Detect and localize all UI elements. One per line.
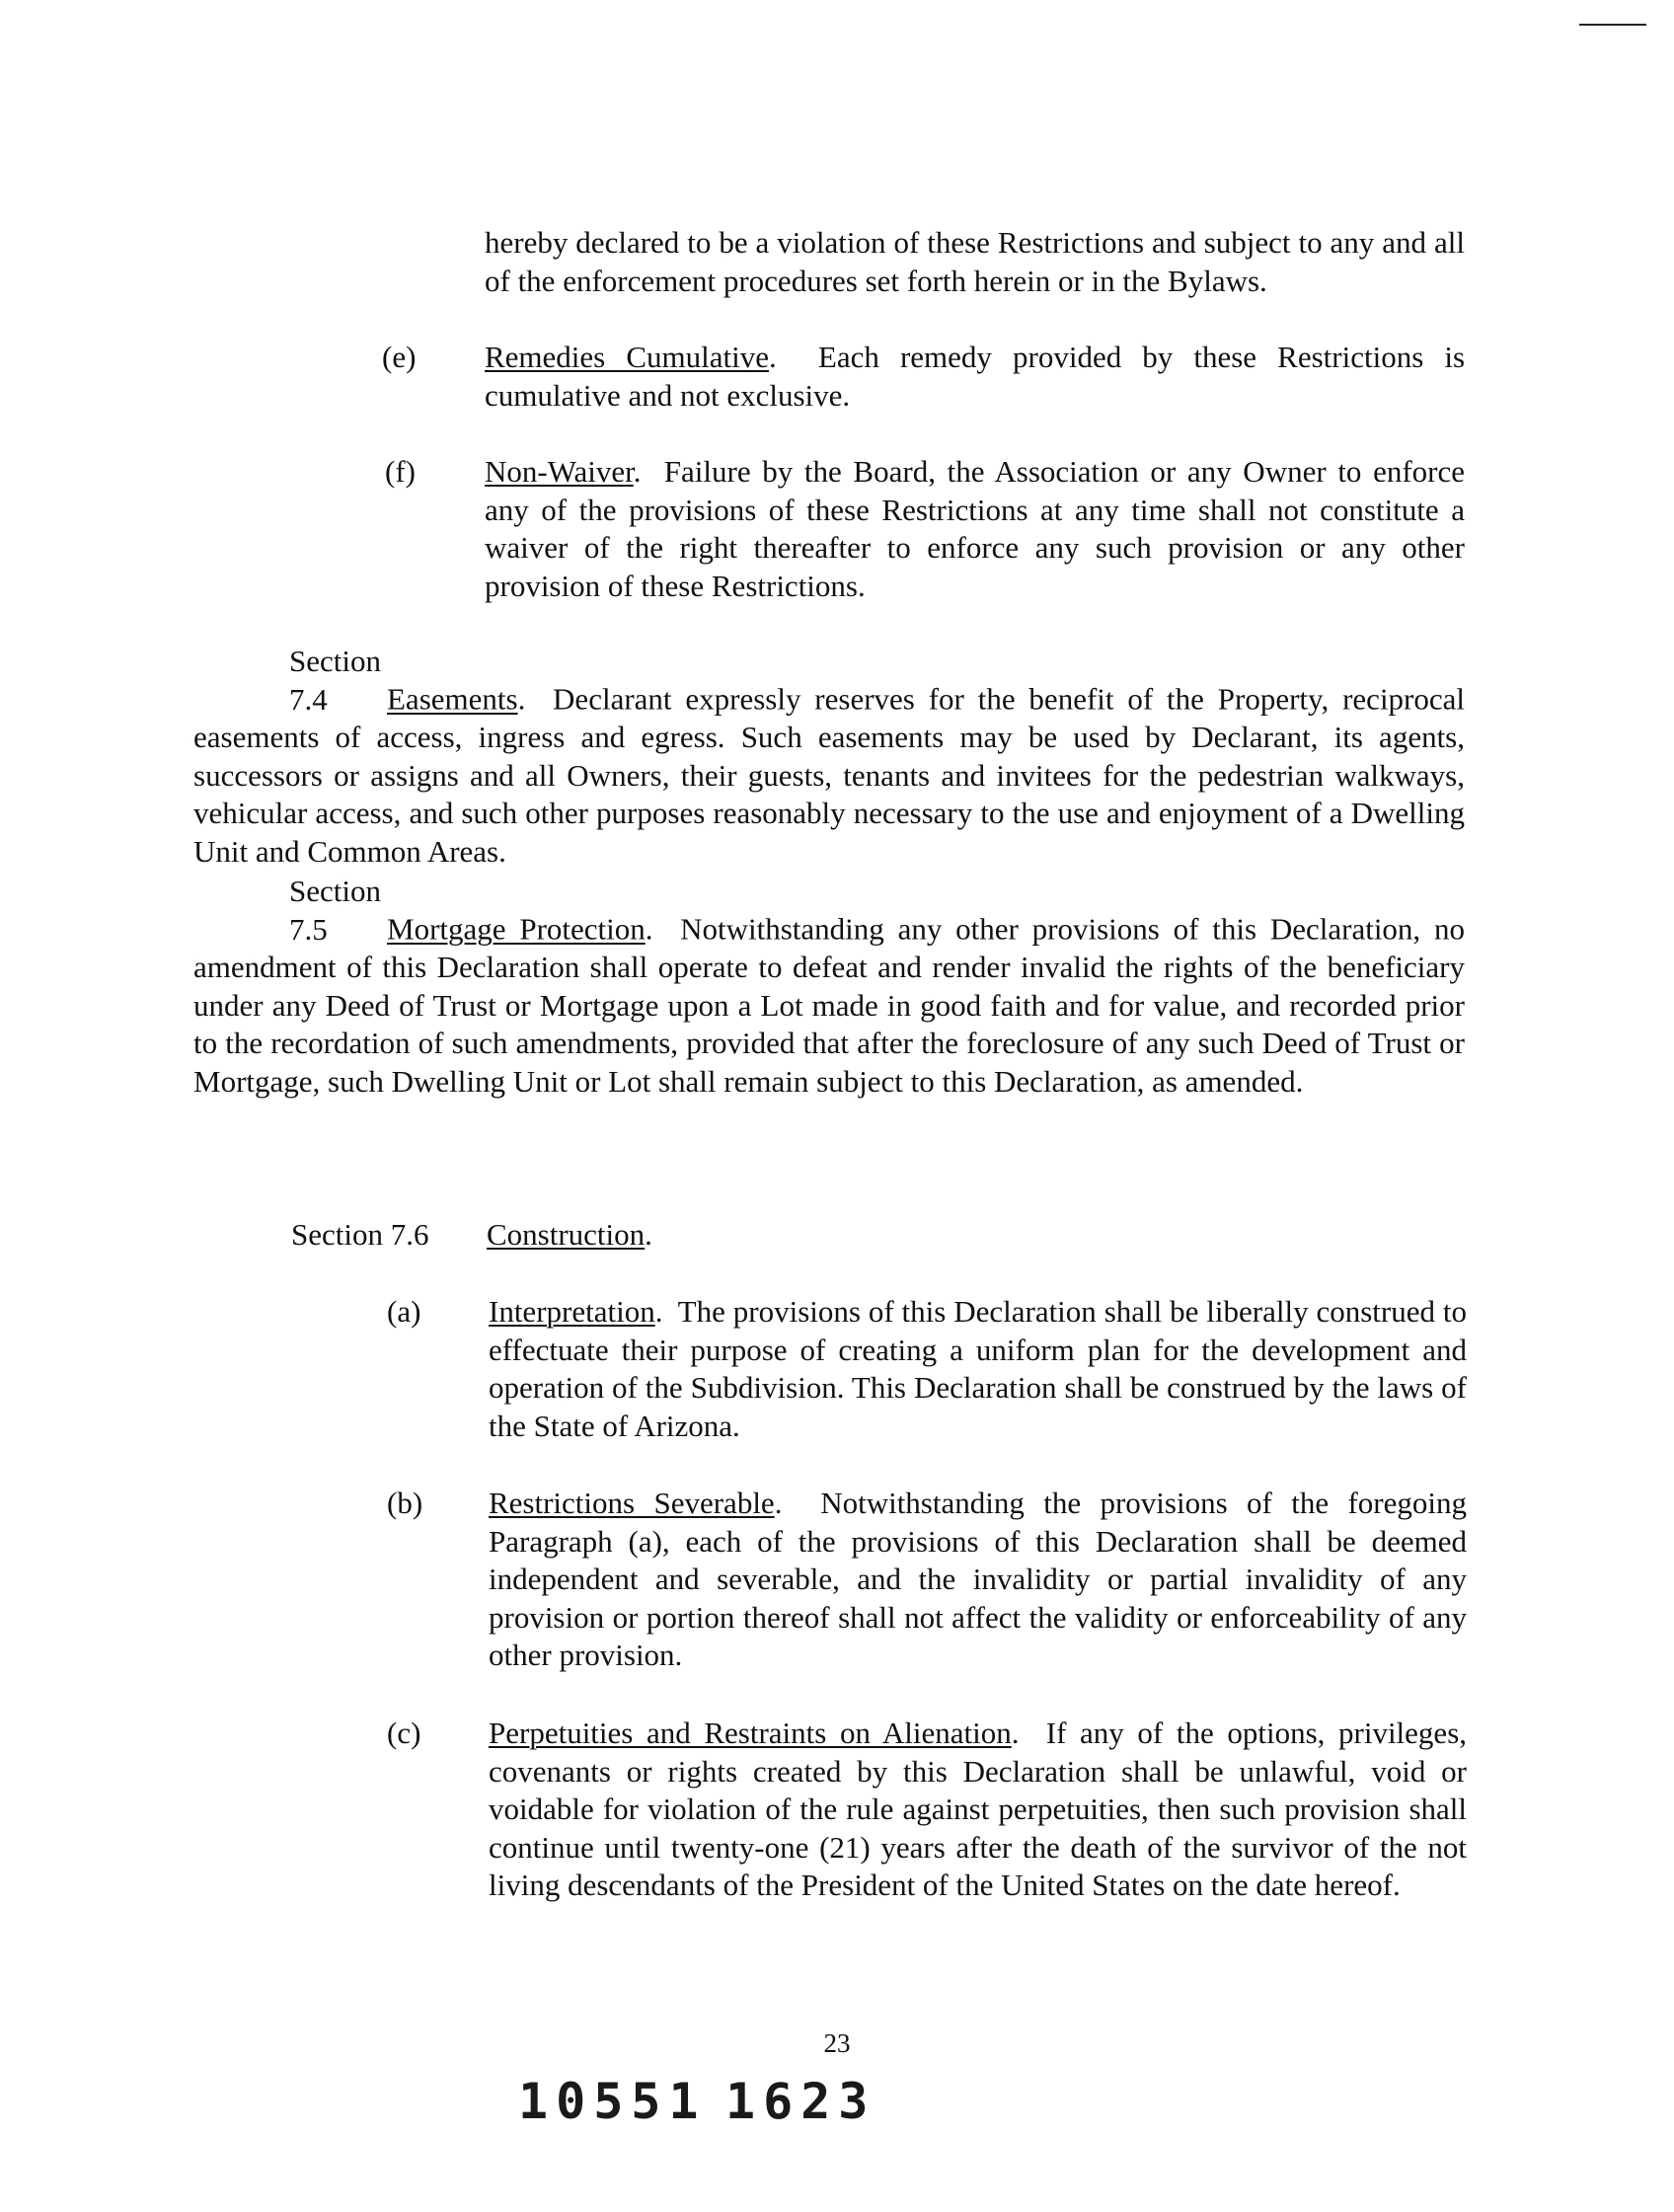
item-f-heading: Non-Waiver [485,454,634,489]
scan-corner-mark [1579,24,1646,26]
section-7-5-heading: Mortgage Protection [387,911,646,947]
section-7-6-heading-line: Section 7.6 Construction. [291,1216,1081,1255]
section-7-5-paragraph: Section 7.5 Mortgage Protection. Notwithstanding any other provisions of this Declaration, no amendment of this Declaration shall operate to defeat and render invalid the rights of the beneficiary under any Deed of Trust or Mortgage upon a Lot made in good faith and for value, and recorded prior to the recordation of such amendments, provided that after the foreclosure of any such Deed of Trust or Mortgage, such Dwelling Unit or Lot shall remain subject to this Declaration, as amended. [193,874,1465,1099]
section-7-5-label: Section 7.5 [289,874,381,947]
section-7-6-label: Section 7.6 [291,1217,429,1252]
item-c-heading: Perpetuities and Restraints on Alienation [489,1716,1012,1750]
item-a-marker: (a) [387,1294,421,1329]
item-e-text: Each remedy provided by these Restrictions is cumulative and not exclusive. [485,340,1466,413]
item-e-marker: (e) [382,340,417,374]
continuation-paragraph: hereby declared to be a violation of these Restrictions and subject to any and all of the enforcement procedures set forth herein or in the Bylaws. [485,225,1465,298]
section-7-4-label: Section 7.4 [289,644,381,717]
page-number: 23 [823,2028,851,2058]
recording-stamp-page: 1623 [725,2073,876,2130]
item-b-paragraph: Restrictions Severable. Notwithstanding the provisions of the foregoing Paragraph (a), each of the provisions of this Declaration shall be deemed independent and severable, and the invalidity or partial invalidity of any provision or portion thereof shall not affect the validity or enforceability of any other provision. [489,1486,1467,1672]
item-f-text: Failure by the Board, the Association or any Owner to enforce any of the provisions of these Restrictions at any time shall not constitute a waiver of the right thereafter to enforce any such provision or any other provision of these Restrictions. [485,454,1466,603]
section-7-4-paragraph: Section 7.4 Easements. Declarant expressly reserves for the benefit of the Property, reciprocal easements of access, ingress and egress. Such easements may be used by Declarant, its agents, successors or assigns and all Owners, their guests, tenants and invitees for the pedestrian walkways, vehicular access, and such other purposes reasonably necessary to the use and enjoyment of a Dwelling Unit and Common Areas. [193,644,1466,869]
item-e-paragraph: Remedies Cumulative. Each remedy provided by these Restrictions is cumulative and not exclusive. [485,340,1466,413]
item-b-marker: (b) [387,1486,423,1520]
item-b-heading: Restrictions Severable [489,1486,775,1520]
item-a-paragraph: Interpretation. The provisions of this Declaration shall be liberally construed to effectuate their purpose of creating a uniform plan for the development and operation of the Subdivision. This Declaration shall be construed by the laws of the State of Arizona. [489,1294,1467,1443]
recording-stamp-book: 10551 [518,2073,707,2130]
item-e-heading: Remedies Cumulative [485,340,769,374]
item-c-marker: (c) [387,1716,421,1750]
item-f-marker: (f) [385,454,416,489]
item-b-text: Notwithstanding the provisions of the foregoing Paragraph (a), each of the provisions of this Declaration shall be deemed independent and severable, and the invalidity or partial invalidity of any provision or portion thereof shall not affect the validity or enforceability of any other provision. [489,1486,1467,1672]
item-c-text: If any of the options, privileges, covenants or rights created by this Declaration shall be unlawful, void or voidable for violation of the rule against perpetuities, then such provision shall continue until twenty-one (21) years after the death of the survivor of the not living descendants of the President of the United States on the date hereof. [489,1716,1468,1902]
item-a-heading: Interpretation [489,1294,655,1329]
section-7-4-text: Declarant expressly reserves for the benefit of the Property, reciprocal easements of access, ingress and egress. Such easements may be used by Declarant, its agents, successors or assigns and all Owners, their guests, tenants and invitees for the pedestrian walkways, vehicular access, and such other purposes reasonably necessary to the use and enjoyment of a Dwelling Unit and Common Areas. [193,681,1466,869]
item-f-paragraph: Non-Waiver. Failure by the Board, the Association or any Owner to enforce any of the provisions of these Restrictions at any time shall not constitute a waiver of the right thereafter to enforce any such provision or any other provision of these Restrictions. [485,454,1466,603]
section-7-5-text: Notwithstanding any other provisions of this Declaration, no amendment of this Declaration shall operate to defeat and render invalid the rights of the beneficiary under any Deed of Trust or Mortgage upon a Lot made in good faith and for value, and recorded prior to the recordation of such amendments, provided that after the foreclosure of any such Deed of Trust or Mortgage, such Dwelling Unit or Lot shall remain subject to this Declaration, as amended. [193,911,1465,1099]
item-c-paragraph: Perpetuities and Restraints on Alienation. If any of the options, privileges, covenants or rights created by this Declaration shall be unlawful, void or voidable for violation of the rule against perpetuities, then such provision shall continue until twenty-one (21) years after the death of the survivor of the not living descendants of the President of the United States on the date hereof. [489,1716,1468,1902]
section-7-6-heading: Construction [487,1217,646,1252]
section-7-4-heading: Easements [387,681,518,717]
item-a-text: The provisions of this Declaration shall be liberally construed to effectuate their purpose of creating a uniform plan for the development and operation of the Subdivision. This Declaration shall be construed by the laws of the State of Arizona. [489,1294,1467,1443]
